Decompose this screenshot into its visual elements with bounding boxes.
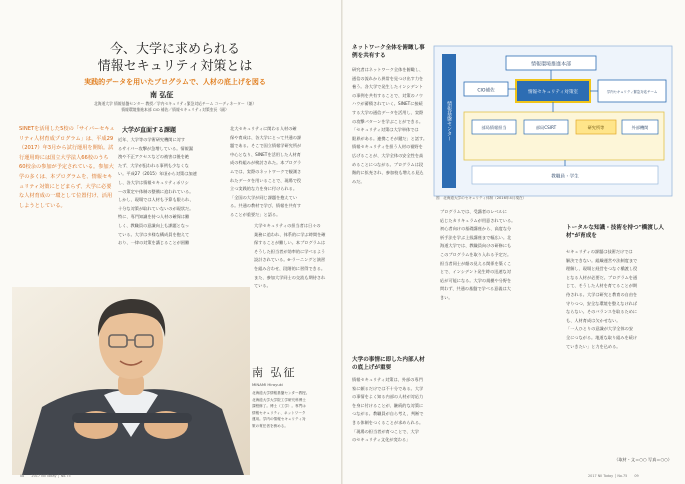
body-line: 初心者向けの基礎講座から、高度な分 <box>440 226 512 232</box>
body-line: し、各大学は情報セキュリティポリシ <box>118 179 189 185</box>
body-line: しく、教職員の意識向上も課題となっ <box>118 222 190 228</box>
diagram-figure <box>434 46 672 198</box>
bio-line: 北海道大学情報基盤センター教授。 <box>252 391 310 395</box>
body-line: を身に付けることが、継続的な対策に <box>352 402 424 408</box>
right-column-3 <box>566 248 672 351</box>
body-line: きる体制をつくることが求められる。 <box>352 419 424 425</box>
body-line: 「全国の大学が同じ課題を抱えてい <box>230 194 298 200</box>
body-line: ている。大学は多様な構成員を抱えて <box>118 231 190 237</box>
body-line: 応が可能になる。大学の規模や分野を <box>440 277 512 283</box>
body-line: 「一人ひとりの意識が大学全体の安 <box>566 326 634 332</box>
body-line: とで、インシデント発生時の迅速な対 <box>440 269 511 275</box>
body-line: 限界がある。連携こそが鍵だ」と話す。 <box>352 135 428 141</box>
lead-line: 行運用時には国立大学法人66校のうち <box>19 154 109 161</box>
page-gutter <box>341 0 343 484</box>
article-credit <box>600 456 672 465</box>
body-line: また、参加大学同士の交流も期待され <box>254 274 326 280</box>
body-line: じて、そうした人材を育てることが期 <box>566 283 638 289</box>
body-line: 析手法を学ぶ上級講座まで幅広い。北 <box>440 234 512 240</box>
body-line: そうした担当者が効率的に学べるよう <box>254 248 326 254</box>
body-line: 通信の流れから異常を見つけ出す力を <box>352 75 424 81</box>
body-line: めることにつながる。プログラムは段 <box>352 161 424 167</box>
body-line: みだ。 <box>352 178 365 184</box>
body-line: 特に、専門知識を持つ人材の確保は難 <box>118 214 190 220</box>
body-line: ハウが蓄積されていく。SINETに接続 <box>352 101 423 107</box>
diagram-area-departments <box>464 112 664 160</box>
body-line: 大学セキュリティの担当者は日々の <box>254 223 321 228</box>
bio-line: 策の責任者を務める。 <box>252 423 288 428</box>
person-name-roman: MINAMI Hiroyuki <box>252 382 284 387</box>
diagram-label-ext: 外部機関 <box>631 125 649 130</box>
page-number: 08 <box>20 474 25 478</box>
lead-line: リティ人材育成プログラム」は、平成29 <box>19 135 114 142</box>
diagram-label-inst: 研究所等 <box>587 125 605 130</box>
body-line: 近年、大学等の学術研究機関に対す <box>118 137 186 142</box>
footer-issue: 2017 NII Today │ No.75 <box>31 474 71 478</box>
diagram-caption: 図 北海道大学のセキュリティ体制（2016年4月現在） <box>436 196 527 200</box>
section-heading-internal: 大学の事情に即した内部人材の底上げが重要 <box>352 357 425 371</box>
body-line: のセキュリティ文化が変わる」 <box>352 437 411 443</box>
body-line: る。共通の教材で学び、情報を共有す <box>230 203 302 209</box>
diagram-label-office: 情報セキュリティ対策室 <box>527 90 579 95</box>
body-line: ている。 <box>254 283 271 289</box>
lead-line: SINETを活用した5校の「サイバーセキュ <box>19 126 115 132</box>
body-line: きい。 <box>440 294 453 300</box>
author-affiliation-line2: 情報環境推進本部 CIO 補佐／情報セキュリティ対策室長（副） <box>121 107 229 112</box>
body-line: も、人材育成は欠かせない。 <box>566 317 621 323</box>
diagram-label-cio: CIO補佐 <box>477 88 495 94</box>
right-column-2 <box>440 208 550 303</box>
body-line: 「セキュリティ対策は大学単体では <box>352 127 419 133</box>
body-line: 養う。各大学で発生したインシデント <box>352 84 424 90</box>
diagram-label-top: 情報環境推進本部 <box>530 61 572 68</box>
body-line: 研究者はネットワーク全体を俯瞰し、 <box>352 67 424 72</box>
body-line: 階的に拡充され、参加校も増える見込 <box>352 170 424 176</box>
body-line: 情報セキュリティを担う人材の裾野を <box>352 144 423 150</box>
lead-line: 60校余の参加が予定されている。参加大 <box>19 164 114 171</box>
body-line: 待される。大学は研究と教育の自由を <box>566 291 638 297</box>
person-bio <box>252 390 336 430</box>
body-line: れたデータを用いることで、現場で役 <box>230 177 302 183</box>
footer-issue: 2017 NII Today │ No.75 <box>588 474 628 478</box>
bio-line: 情報セキュリティ、ネットワーク <box>252 410 306 415</box>
body-line: セキュリティの課題は技術だけでは <box>566 249 633 254</box>
body-line: 応じたカリキュラムが用意されている。 <box>440 217 516 223</box>
body-line: 問わず、共通の基盤で学べる意義は大 <box>440 286 511 292</box>
body-line: プログラムでは、受講者のレベルに <box>440 209 507 214</box>
body-line: るサイバー攻撃が急増している。情報漏 <box>118 145 193 151</box>
body-line: 「現場の担当者が育つことで、大学 <box>352 428 419 434</box>
body-line: する大学の通信データを活用し、実際 <box>352 109 424 115</box>
body-column-3 <box>254 222 336 291</box>
body-line: 担当者同士が顔の見える関係を築くこ <box>440 260 512 266</box>
page-number: 09 <box>634 474 639 478</box>
portrait-photo <box>12 287 250 475</box>
body-line: たず、大学が狙われる事例も少なくな <box>118 162 189 168</box>
section-heading-network: ネットワーク全体を俯瞰し事例を共有する <box>352 45 425 59</box>
person-name: 南 弘征 <box>252 366 297 379</box>
body-column-2 <box>230 125 334 220</box>
body-line: 広げることが、大学全体の安全性を高 <box>352 152 424 158</box>
section-heading: 大学が直面する課題 <box>122 127 177 134</box>
credit-line: （取材・文＝○○ 写真＝○○） <box>614 457 672 462</box>
article-subtitle: 実践的データを用いたプログラムで、人材の底上げを図る <box>84 78 266 86</box>
security-structure-diagram <box>434 46 672 198</box>
body-line: ることが重要だ」と語る。 <box>230 211 281 217</box>
body-line: ムでは、実際のネットワークで観測さ <box>230 168 302 174</box>
right-column-1b <box>352 376 430 445</box>
body-line: ていきたい」と力を込める。 <box>566 343 621 349</box>
author-name: 南 弘征 <box>150 91 174 99</box>
body-line: の事情をよく知る内部の人材が対応力 <box>352 394 424 400</box>
body-line: 題である。そこで国立情報学研究所が <box>230 143 302 149</box>
bio-line: 北海道大学大学院工学研究科博士 <box>252 397 306 402</box>
body-line: 立つ実践的な力を身に付けられる。 <box>230 186 298 192</box>
body-line: つながる。教職員が自ら考え、判断で <box>352 411 424 417</box>
body-line: 解決できない。組織運営や法制度まで <box>566 257 638 263</box>
body-line: このプログラムを取り入れる予定だ。 <box>440 251 512 257</box>
diagram-label-users: 教職員・学生 <box>551 174 579 180</box>
body-line: 設計されている。e-ラーニングと演習 <box>254 257 326 263</box>
body-line: 北大セキュリティに関わる人材の確 <box>230 126 297 131</box>
body-line: 理解し、現場と経営をつなぐ橋渡し役 <box>566 266 638 272</box>
lead-line: （2017）年3月から試行運用を開始。試 <box>19 145 114 152</box>
body-line: を組み合わせ、段階的に習得できる。 <box>254 265 326 271</box>
body-line: 情報セキュリティ対策は、外部の専門 <box>352 377 423 382</box>
body-line: の攻撃パターンを学ぶことができる。 <box>352 118 424 124</box>
footer-right <box>588 474 639 478</box>
person-nameplate <box>252 364 336 387</box>
body-line: おり、一律の対策を講じることが困難 <box>118 240 190 246</box>
body-line: 洩や不正アクセスなどの被害は後を絶 <box>118 154 190 160</box>
body-line: 保することが難しい。本プログラムは <box>254 240 326 246</box>
body-line: 守りつつ、安全な環境を整えなければ <box>566 300 638 306</box>
body-line: 十分な対策が取れていないのが現状だ。 <box>118 205 194 211</box>
body-line: 中心となり、SINETを活用した人材育 <box>230 151 301 157</box>
body-line: 家に頼るだけでは不十分である。大学 <box>352 385 424 391</box>
diagram-label-dept1: 部局情報担当 <box>481 125 507 130</box>
body-line: 業務に追われ、体系的に学ぶ時間を確 <box>254 231 326 237</box>
article-title-line1: 今、大学に求められる <box>109 42 240 57</box>
diagram-side-label: 情報基盤センター <box>446 101 452 141</box>
body-line: ーの策定や体制の整備に追われている。 <box>118 188 194 194</box>
body-line: 保や育成は、各大学にとって共通の課 <box>230 134 302 140</box>
lead-line: な人材育成の一環として位置付け、活用 <box>19 193 113 200</box>
section-heading-bridge: トータルな知識・技術を持つ"橋渡し人材"が育成を <box>566 225 665 239</box>
body-line: 海道大学では、教職員向けの研修にも <box>440 243 512 249</box>
lead-line: ュリティ対策にとどまらず、大学に必要 <box>19 183 112 190</box>
lead-line: しようとしている。 <box>19 202 66 209</box>
body-line: の事例を共有することで、対策のノウ <box>352 92 424 98</box>
body-line: ならない。そのバランスを取るために <box>566 309 638 315</box>
bio-line: 運用。学内の情報セキュリティ対 <box>252 417 306 422</box>
diagram-label-dept2: 部局CSIRT <box>535 125 557 130</box>
body-line: い。平成27（2015）年頃から対策は加速 <box>118 171 197 177</box>
right-column-1 <box>352 66 430 186</box>
footer-left <box>20 474 71 478</box>
bio-line: 課程修了。博士（工学）。専門は <box>252 404 306 409</box>
diagram-label-team: 学内セキュリティ緊急対応チーム <box>606 90 658 94</box>
body-line: となる人材が必要だ。プログラムを通 <box>566 274 638 280</box>
portrait-illustration <box>12 287 250 475</box>
article-lead <box>19 125 115 211</box>
body-line: 成の枠組みが検討された。本プログラ <box>230 160 302 166</box>
body-line: しかし、現場では人材も予算も限られ、 <box>118 197 194 203</box>
author-affiliation-line1: 北海道大学 情報基盤センター 教授／学内セキュリティ緊急対応チーム コーディネーター（兼） <box>93 101 257 106</box>
article-title-line2: 情報セキュリティ対策とは <box>97 59 253 74</box>
body-column-1 <box>118 136 222 248</box>
lead-line: 学の多くは、本プログラムを、情報セキ <box>19 173 113 180</box>
body-line: 全につながる。地道な取り組みを続け <box>566 334 638 340</box>
